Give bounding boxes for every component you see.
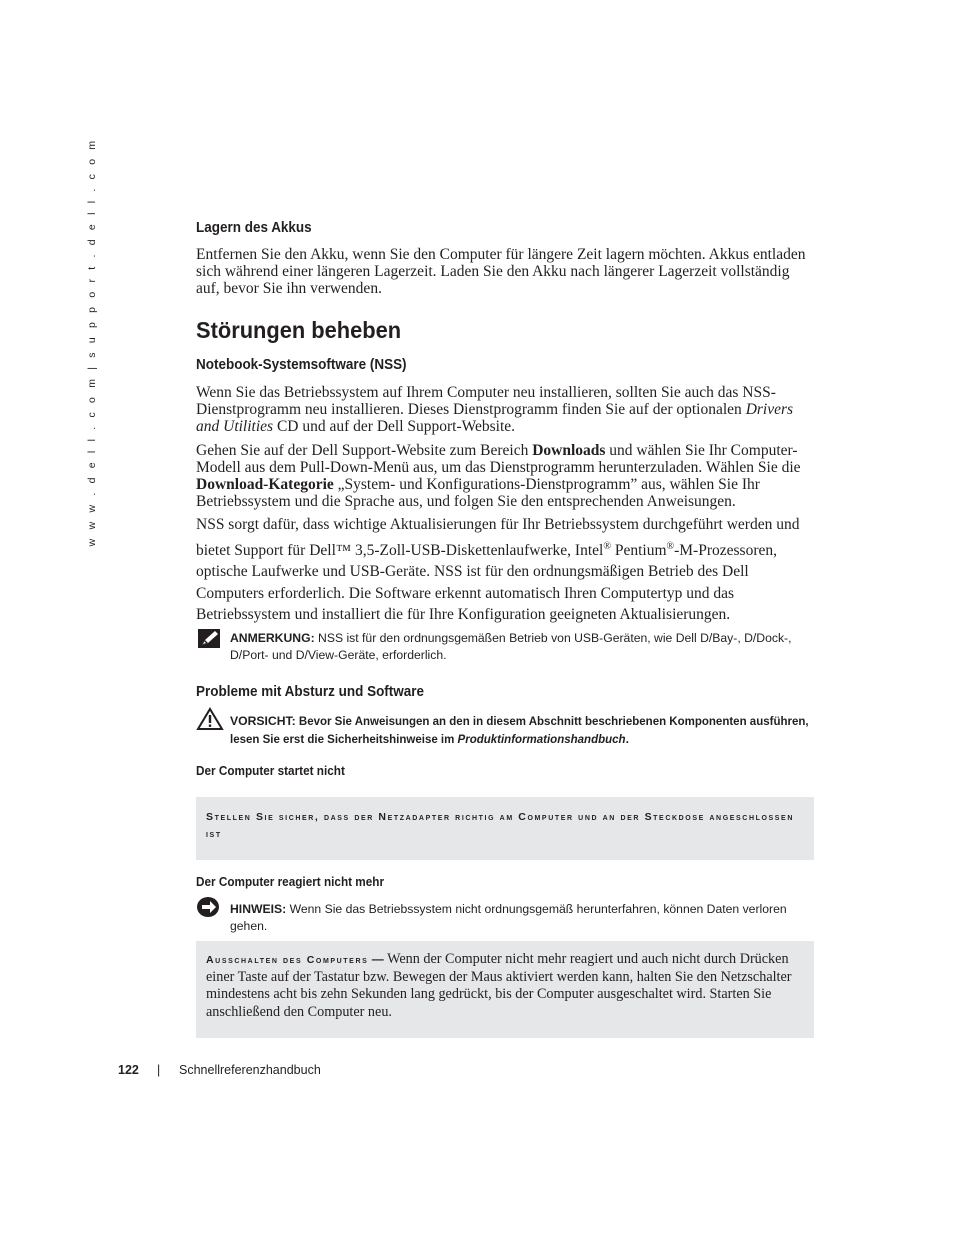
solution-box-1-text: Stellen Sie sicher, dass der Netzadapter richtig am Computer und an der Steckdose angeschlossen ist [206,811,794,840]
notice-arrow-icon [196,896,222,923]
solution-box-2 [196,941,814,1038]
subheading-not-responding: Der Computer reagiert nicht mehr [196,875,385,889]
footer-title: Schnellreferenzhandbuch [179,1063,321,1077]
warning-triangle-icon [196,707,224,736]
battery-text: Entfernen Sie den Akku, wenn Sie den Computer für längere Zeit lagern möchten. Akkus entladen sich während einer längeren Lagerzeit. Laden Sie den Akku nach längerer Lagerzeit vollständig auf, bevor Sie ihn verwenden. [196,246,806,297]
nss-paragraph-3: NSS sorgt dafür, dass wichtige Aktualisierungen für Ihr Betriebssystem durchgeführt werden und bietet Support für Dell™ 3,5-Zoll-USB-Diskettenlaufwerke, Intel® Pentium®-M-Prozessoren, optische Laufwerke und USB-Geräte. NSS ist für den ordnungsmäßigen Betrieb des Dell Computers erforderlich. Die Software erkennt automatisch Ihren Computertyp und das Betriebssystem und installiert die für Ihre Konfiguration geeigneten Aktualisierungen. [196,516,800,624]
page-number: 122 [118,1063,139,1077]
solution-box-2-text: Ausschalten des Computers — Wenn der Computer nicht mehr reagiert und auch nicht durch Drücken einer Taste auf der Tastatur bzw. Bewegen der Maus aktiviert werden kann, halten Sie den Netzschalter mindestens acht bis zehn Sekunden lang gedrückt, bis der Computer ausgeschaltet wird. Starten Sie anschließend den Computer neu. [206,951,792,1020]
nss-paragraph-1: Wenn Sie das Betriebssystem auf Ihrem Computer neu installieren, sollten Sie auch das NSS-Dienstprogramm neu installieren. Dieses Dienstprogramm finden Sie auf der optionalen Drivers and Utilities CD und auf der Dell Support-Website. [196,384,794,435]
section-title: Störungen beheben [196,317,402,343]
notice-text: HINWEIS: Wenn Sie das Betriebssystem nicht ordnungsgemäß herunterfahren, können Daten verloren gehen. [230,902,787,933]
nss-paragraph-2: Gehen Sie auf der Dell Support-Website zum Bereich Downloads und wählen Sie Ihr Computer-Modell aus dem Pull-Down-Menü aus, um das Dienstprogramm herunterzuladen. Wählen Sie die Download-Kategorie „System- und Konfigurations-Dienstprogramm” aus, wählen Sie Ihr Betriebssystem und die Sprache aus, und folgen Sie den entsprechenden Anweisungen. [196,442,801,510]
pencil-note-icon [198,629,222,654]
nss-heading: Notebook-Systemsoftware (NSS) [196,357,407,373]
caution-text: VORSICHT: Bevor Sie Anweisungen an den in diesem Abschnitt beschriebenen Komponenten ausführen, lesen Sie erst die Sicherheitshinweise im Produktinformationshandbuch. [230,714,809,746]
note-text: ANMERKUNG: NSS ist für den ordnungsgemäßen Betrieb von USB-Geräten, wie Dell D/Bay-, D/Dock-, D/Port- und D/View-Geräte, erforderlich. [230,631,792,662]
subheading-not-starting: Der Computer startet nicht [196,764,345,778]
solution-box-1 [196,797,814,860]
crash-heading: Probleme mit Absturz und Software [196,684,425,700]
battery-heading: Lagern des Akkus [196,220,312,236]
side-url: w w w . d e l l . c o m | s u p p o r t . d e l l . c o m [86,137,98,547]
footer-separator: | [157,1063,161,1077]
